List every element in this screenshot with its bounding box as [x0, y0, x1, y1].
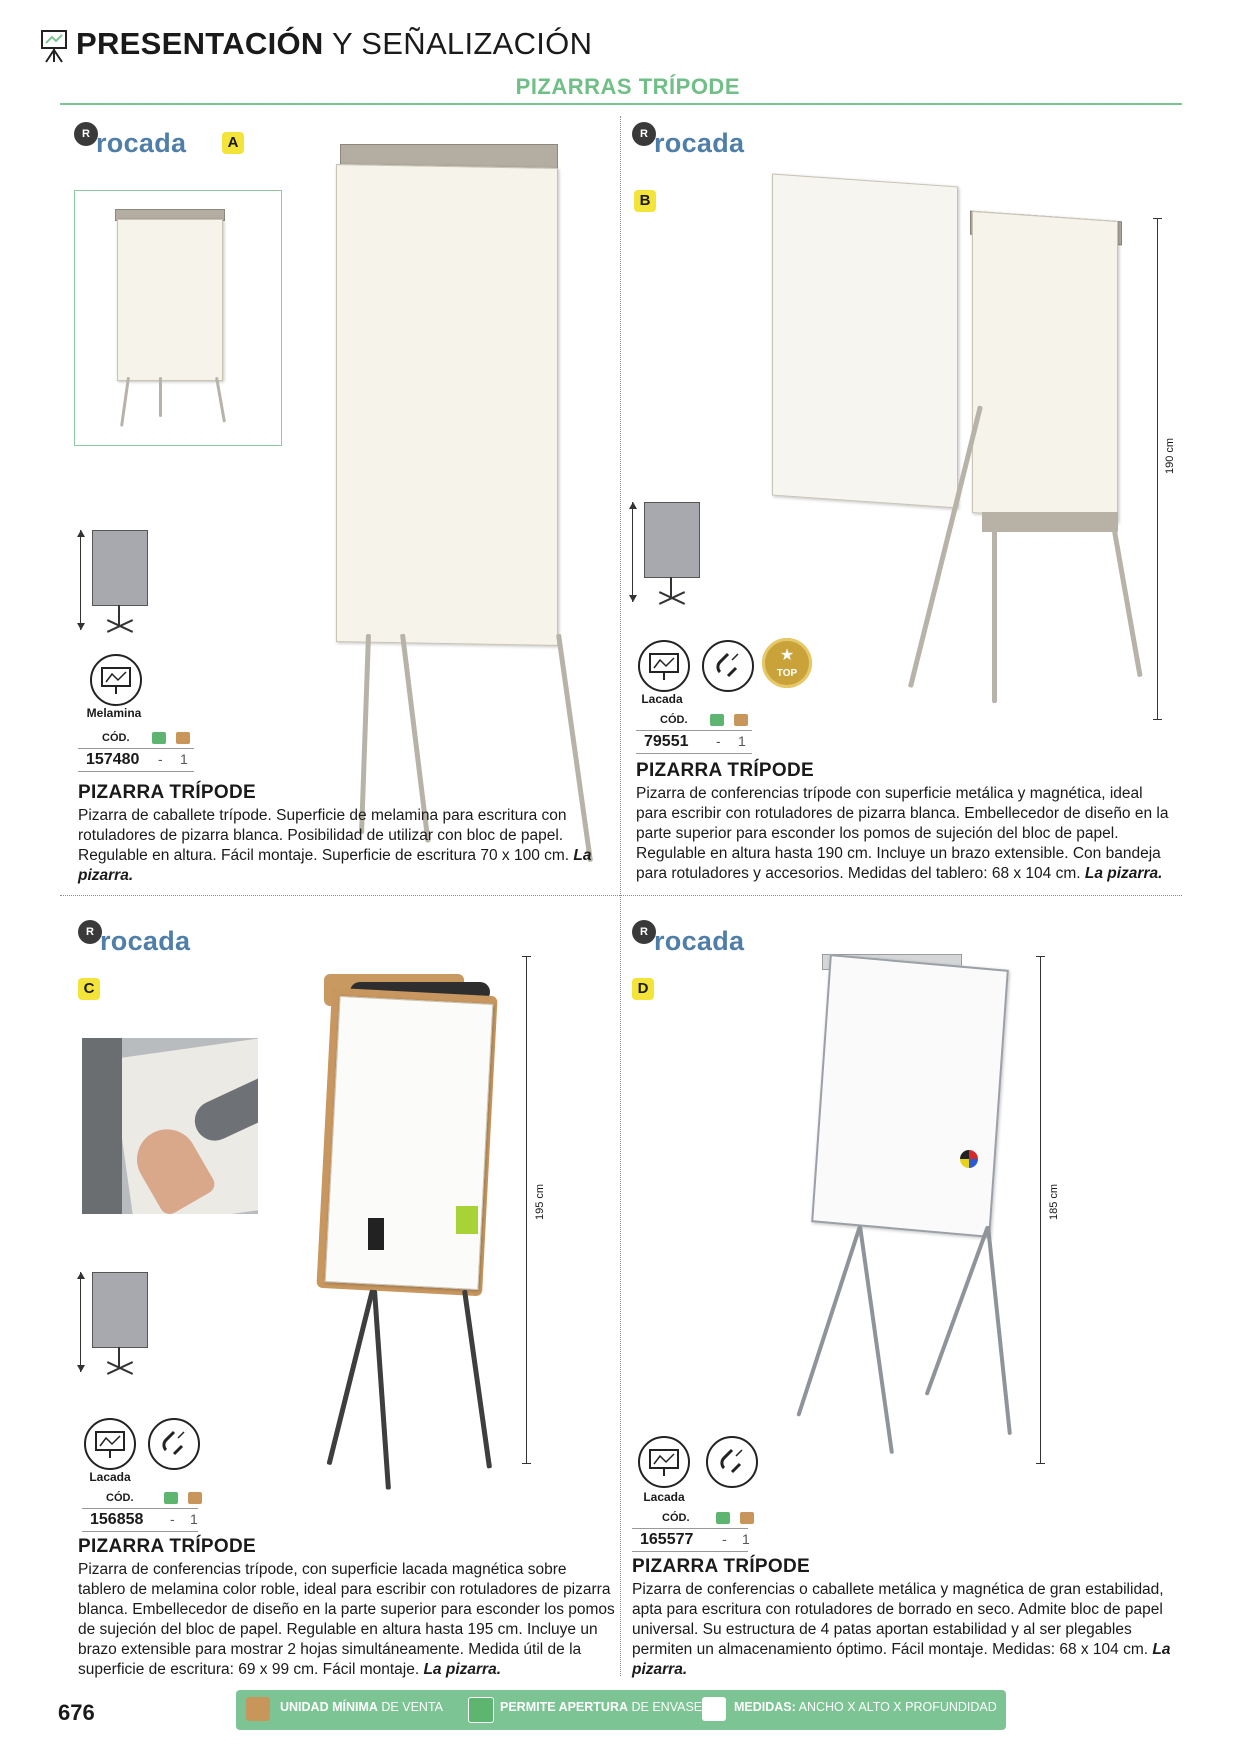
- code-header: CÓD.: [660, 714, 688, 726]
- whiteboard-surface-icon: [638, 640, 690, 692]
- brand-logo-b: R rocada: [632, 120, 782, 164]
- feature-label: Lacada: [89, 1470, 131, 1484]
- min-units: 1: [180, 751, 188, 767]
- box-icon: [188, 1492, 202, 1504]
- box-icon: [740, 1512, 754, 1524]
- brand-name: rocada: [100, 926, 191, 956]
- detail-photo-c: [82, 1038, 258, 1214]
- size-glyph-b: [632, 502, 712, 602]
- dimension-line-c: [526, 956, 527, 1464]
- open-box-icon: [468, 1697, 494, 1723]
- star-icon: ★: [779, 647, 795, 664]
- legend-bar: [236, 1690, 1006, 1730]
- product-title: PIZARRA TRÍPODE: [636, 760, 814, 781]
- min-units: 1: [738, 733, 746, 749]
- product-image-b: [760, 176, 1140, 716]
- top-badge: [762, 638, 812, 688]
- whiteboard-surface-icon: [84, 1418, 136, 1470]
- feature-label: Lacada: [641, 692, 683, 706]
- code-header: CÓD.: [102, 732, 130, 744]
- code-table-c: [82, 1492, 202, 1532]
- section-subtitle: PIZARRAS TRÍPODE: [515, 74, 740, 99]
- brand-name: rocada: [654, 128, 745, 158]
- code-header: CÓD.: [106, 1492, 134, 1504]
- legend-open-pack: PERMITE APERTURA DE ENVASE: [500, 1700, 703, 1714]
- dimension-line-d: [1040, 956, 1041, 1464]
- open-box-icon: [164, 1492, 178, 1504]
- code-table-a: [78, 732, 198, 772]
- magnet-icon: [706, 1436, 758, 1488]
- product-image-d: [810, 950, 1050, 1470]
- title-bold: PRESENTACIÓN: [76, 26, 324, 61]
- thumbnail-a: [74, 190, 282, 446]
- dash: -: [170, 1511, 175, 1527]
- dimension-line-b: [1157, 218, 1158, 720]
- min-units: 1: [742, 1531, 750, 1547]
- min-units: 1: [190, 1511, 198, 1527]
- brand-logo-c: R rocada: [78, 918, 228, 962]
- page-title: [76, 26, 592, 62]
- dash: -: [716, 733, 721, 749]
- open-box-icon: [716, 1512, 730, 1524]
- box-icon: [176, 732, 190, 744]
- product-description: Pizarra de conferencias o caballete metálica y magnética de gran estabilidad, apta para escritura con rotuladores de borrado en seco. Admite bloc de papel universal. Su estructura de 4 patas aportan estabilidad y al ser plegables permiten un almacenamiento óptimo. Fácil montaje. Medidas: 68 x 104 cm. La pizarra.: [632, 1581, 1171, 1678]
- brand-name: rocada: [96, 128, 187, 158]
- product-image-c: [300, 970, 520, 1500]
- brand-name: rocada: [654, 926, 745, 956]
- magnet-icon: [148, 1418, 200, 1470]
- title-light: Y SEÑALIZACIÓN: [331, 26, 593, 61]
- code-table-b: [636, 714, 756, 754]
- dimension-label-c: 195 cm: [534, 1183, 546, 1220]
- product-description: Pizarra de conferencias trípode con superficie metálica y magnética, ideal para escribir con rotuladores de pizarra blanca. Embellecedor de diseño en la parte superior para esconder los pomos de sujeción del bloc de papel. Regulable en altura hasta 190 cm. Incluye un brazo extensible. Con bandeja para rotuladores y accesorios. Medidas del tablero: 68 x 104 cm. La pizarra.: [636, 785, 1169, 882]
- product-letter-d: D: [632, 978, 654, 1000]
- brand-logo-a: R rocada: [74, 120, 224, 164]
- code-header: CÓD.: [662, 1512, 690, 1524]
- feature-label: Melamina: [86, 706, 142, 720]
- whiteboard-surface-icon: [638, 1436, 690, 1488]
- dash: -: [722, 1531, 727, 1547]
- dimension-label-d: 185 cm: [1048, 1183, 1060, 1220]
- product-letter-c: C: [78, 978, 100, 1000]
- horizontal-divider: [60, 895, 1182, 896]
- legend-min-unit: UNIDAD MÍNIMA DE VENTA: [280, 1700, 443, 1714]
- legend-dimensions: MEDIDAS: ANCHO X ALTO X PROFUNDIDAD: [734, 1700, 997, 1714]
- product-title: PIZARRA TRÍPODE: [632, 1556, 810, 1577]
- dash: -: [158, 751, 163, 767]
- product-title: PIZARRA TRÍPODE: [78, 1536, 256, 1557]
- product-letter-a: A: [222, 132, 244, 154]
- dimension-label-b: 190 cm: [1164, 437, 1176, 474]
- box-icon: [734, 714, 748, 726]
- top-badge-text: TOP: [776, 668, 798, 679]
- open-box-icon: [710, 714, 724, 726]
- product-code: 156858: [90, 1511, 144, 1528]
- product-code: 157480: [86, 751, 140, 768]
- header-rule: [60, 103, 1182, 105]
- page-number: 676: [58, 1700, 95, 1725]
- size-glyph-c: [80, 1272, 160, 1372]
- box-icon: [246, 1697, 270, 1721]
- vertical-divider: [620, 116, 621, 1676]
- product-description: Pizarra de conferencias trípode, con superficie lacada magnética sobre tablero de melamina color roble, ideal para escribir con rotuladores de pizarra blanca. Embellecedor de diseño en la parte superior para esconder los pomos de sujeción del bloc de papel. Regulable en altura hasta 195 cm. Incluye un brazo extensible para mostrar 2 hojas simultáneamente. Medida útil de la superficie de escritura: 69 x 99 cm. Fácil montaje. La pizarra.: [78, 1561, 615, 1678]
- dimensions-icon: [702, 1697, 726, 1721]
- presentation-board-icon: [40, 28, 70, 64]
- feature-label: Lacada: [643, 1490, 685, 1504]
- product-letter-b: B: [634, 190, 656, 212]
- product-description: Pizarra de caballete trípode. Superficie de melamina para escritura con rotuladores de pizarra blanca. Posibilidad de utilizar con bloc de papel. Regulable en altura. Fácil montaje. Superficie de escritura 70 x 100 cm. La pizarra.: [78, 807, 592, 884]
- product-image-a: [330, 140, 590, 770]
- product-code: 165577: [640, 1531, 694, 1548]
- magnet-icon: [702, 640, 754, 692]
- open-box-icon: [152, 732, 166, 744]
- whiteboard-surface-icon: [90, 654, 142, 706]
- product-code: 79551: [644, 733, 689, 750]
- code-table-d: [632, 1512, 752, 1552]
- size-glyph-a: [80, 530, 160, 630]
- product-title: PIZARRA TRÍPODE: [78, 782, 256, 803]
- brand-logo-d: R rocada: [632, 918, 782, 962]
